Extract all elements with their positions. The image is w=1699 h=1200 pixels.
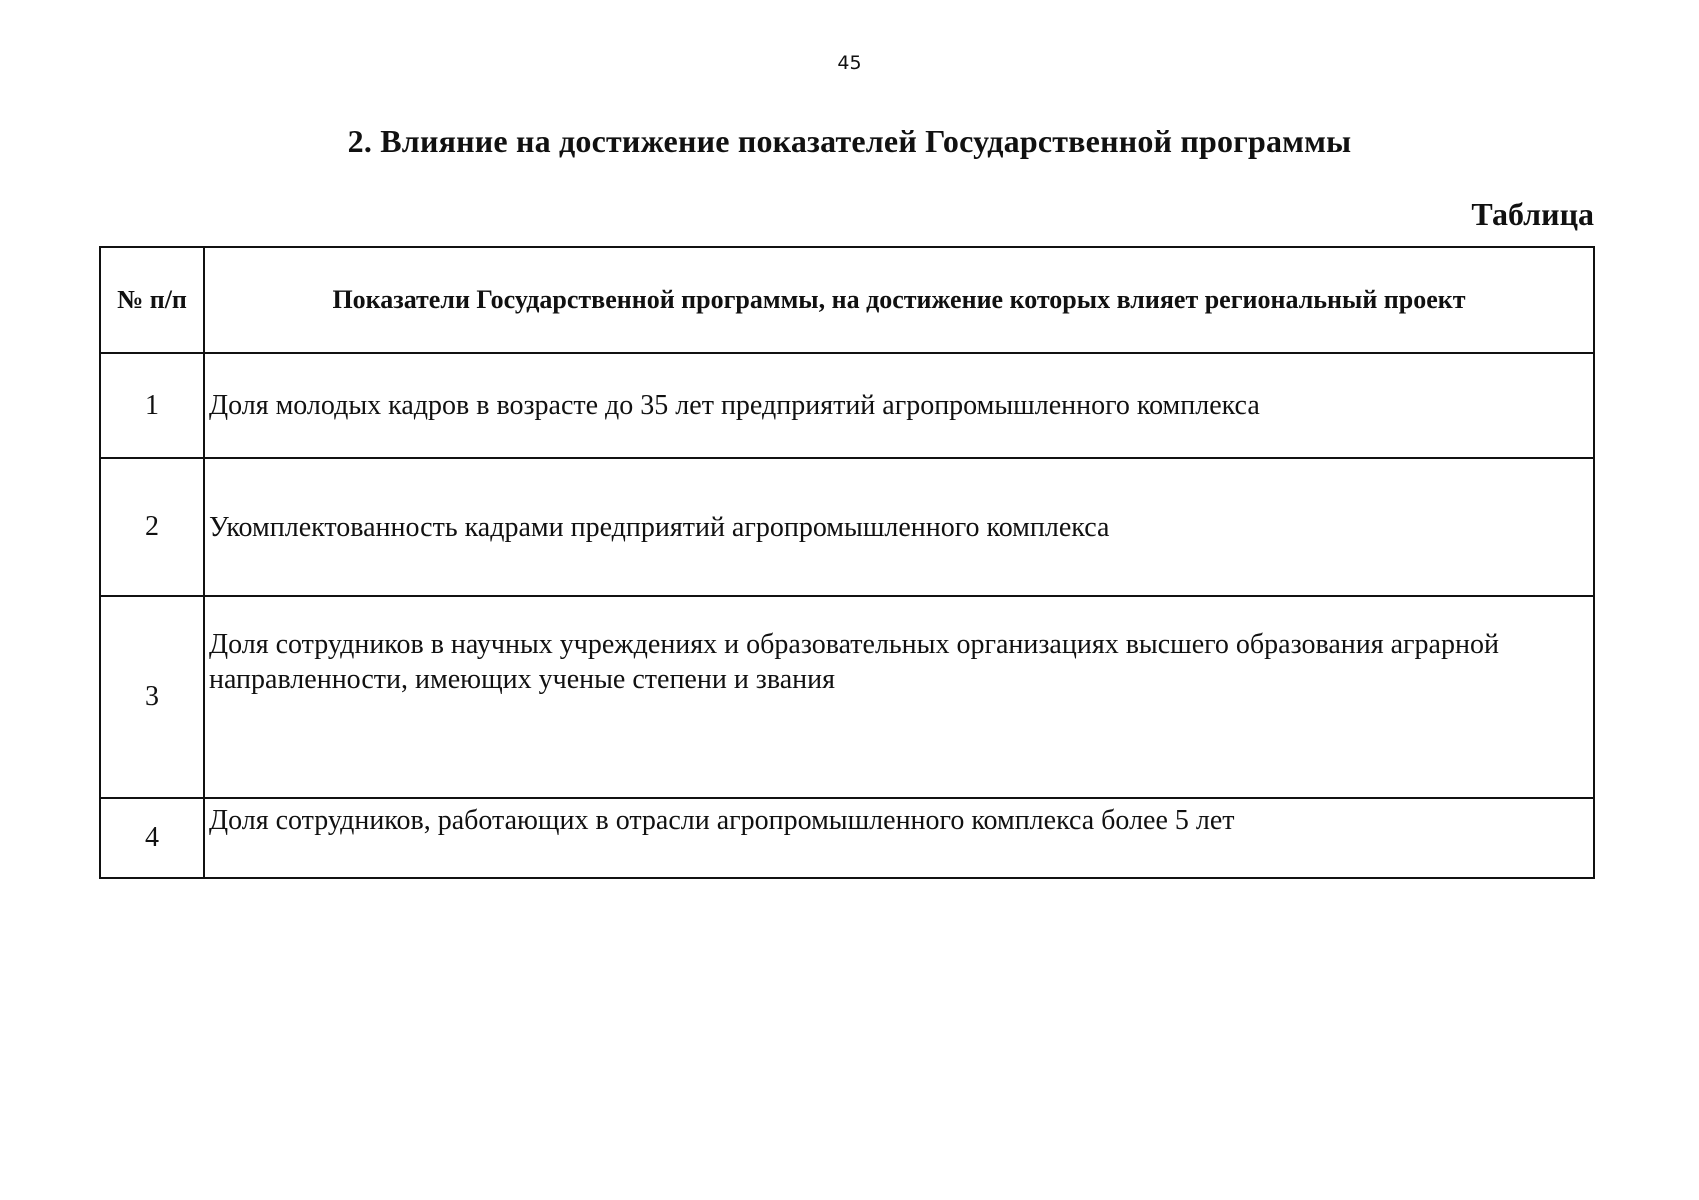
row-indicator: Доля сотрудников, работающих в отрасли агропромышленного комплекса более 5 лет — [204, 798, 1594, 878]
row-indicator: Укомплектованность кадрами предприятий агропромышленного комплекса — [204, 458, 1594, 596]
table-row — [100, 458, 1594, 596]
row-number: 1 — [100, 353, 204, 458]
table-row — [100, 596, 1594, 798]
row-number: 3 — [100, 596, 204, 798]
table-label: Таблица — [1471, 196, 1594, 232]
header-indicator: Показатели Государственной программы, на достижение которых влияет региональный проект — [204, 247, 1594, 353]
row-indicator: Доля молодых кадров в возрасте до 35 лет предприятий агропромышленного комплекса — [204, 353, 1594, 458]
section-title: 2. Влияние на достижение показателей Государственной программы — [347, 123, 1352, 159]
table-header-row — [100, 247, 1594, 353]
row-number: 2 — [100, 458, 204, 596]
table-row — [100, 353, 1594, 458]
header-number: № п/п — [100, 247, 204, 353]
indicators-table — [99, 246, 1595, 879]
row-number: 4 — [100, 798, 204, 878]
page-number: 45 — [837, 52, 862, 74]
row-indicator: Доля сотрудников в научных учреждениях и образовательных организациях высшего образования аграрной направленности, имеющих ученые степени и звания — [204, 596, 1594, 798]
table-row — [100, 798, 1594, 878]
